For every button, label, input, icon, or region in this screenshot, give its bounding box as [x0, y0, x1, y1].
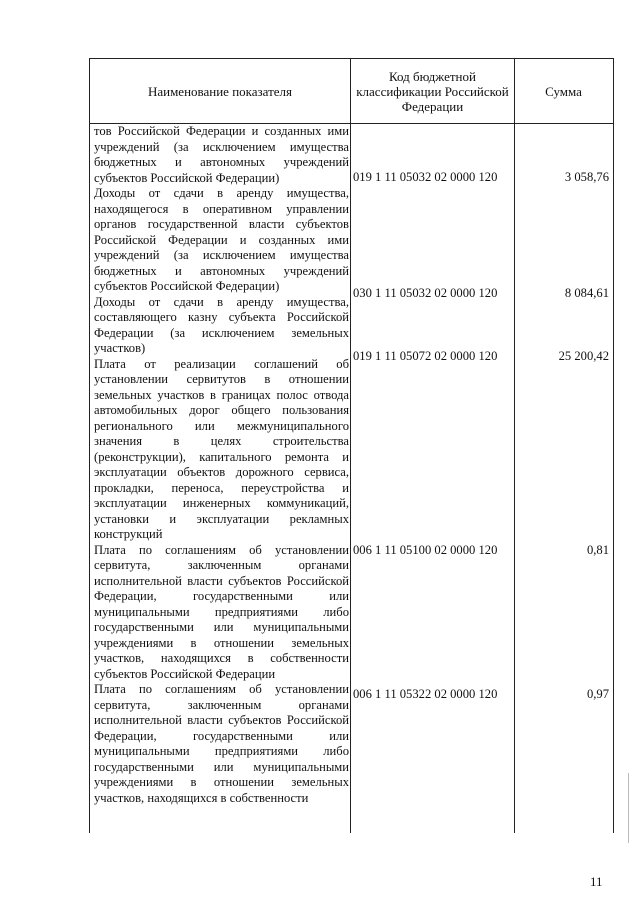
row-sum: 0,81 — [586, 543, 609, 557]
column-divider — [350, 59, 351, 833]
indicator-names — [94, 124, 349, 806]
page-number: 11 — [590, 874, 603, 889]
row-sum: 0,97 — [586, 687, 609, 701]
row-code: 006 1 11 05322 02 0000 120 — [353, 687, 498, 701]
row-name: Плата по соглашениям об установлении сервитута, заключенным органами исполнительной власти субъектов Российской Федерации, государственными или муниципальными предприятиями либо государственными или муниципальными учреждениями в отношении земельных участков, находящихся в собственности — [94, 682, 349, 805]
header-sum: Сумма — [545, 83, 582, 99]
row-code: 019 1 11 05072 02 0000 120 — [353, 349, 498, 363]
row-name: Доходы от сдачи в аренду имущества, составляющего казну субъекта Российской Федерации (за исключением земельных участков) — [94, 294, 349, 355]
row-name: Доходы от сдачи в аренду имущества, находящегося в оперативном управлении органов государственной власти субъектов Российской Федерации и созданных ими учреждений (за исключением имущества бюджетных и автономных учреждений субъектов Российской Федерации) — [94, 186, 349, 293]
header-name: Наименование показателя — [147, 83, 293, 99]
row-sum: 3 058,76 — [564, 170, 609, 184]
revenue-table — [89, 58, 614, 833]
row-name: Плата от реализации соглашений об установлении сервитутов в отношении земельных участков в границах полос отвода автомобильных дорог общего пользования регионального или межмуниципального значения в целях строительства (реконструкции), капитального ремонта и эксплуатации объектов дорожного сервиса, прокладки, переноса, переустройства и эксплуатации инженерных коммуникаций, установки и эксплуатации рекламных конструкций — [94, 356, 349, 541]
row-sum: 8 084,61 — [564, 286, 609, 300]
row-name-continued: тов Российской Федерации и созданных ими учреждений (за исключением имущества бюджетных и автономных учреждений субъектов Российской Федерации) — [94, 124, 349, 185]
header-code: Код бюджетной классификации Российской Федерации — [356, 68, 509, 114]
row-name: Плата по соглашениям об установлении сервитута, заключенным органами исполнительной власти субъектов Российской Федерации, государственными или муниципальными предприятиями либо государственными или муниципальными учреждениями в отношении земельных участков, находящихся в собственности субъектов Российской Федерации — [94, 542, 349, 681]
row-sum: 25 200,42 — [558, 349, 609, 363]
scan-artifact — [628, 773, 629, 843]
row-code: 030 1 11 05032 02 0000 120 — [353, 286, 498, 300]
row-code: 006 1 11 05100 02 0000 120 — [353, 543, 498, 557]
column-divider — [514, 59, 515, 833]
row-code: 019 1 11 05032 02 0000 120 — [353, 170, 498, 184]
